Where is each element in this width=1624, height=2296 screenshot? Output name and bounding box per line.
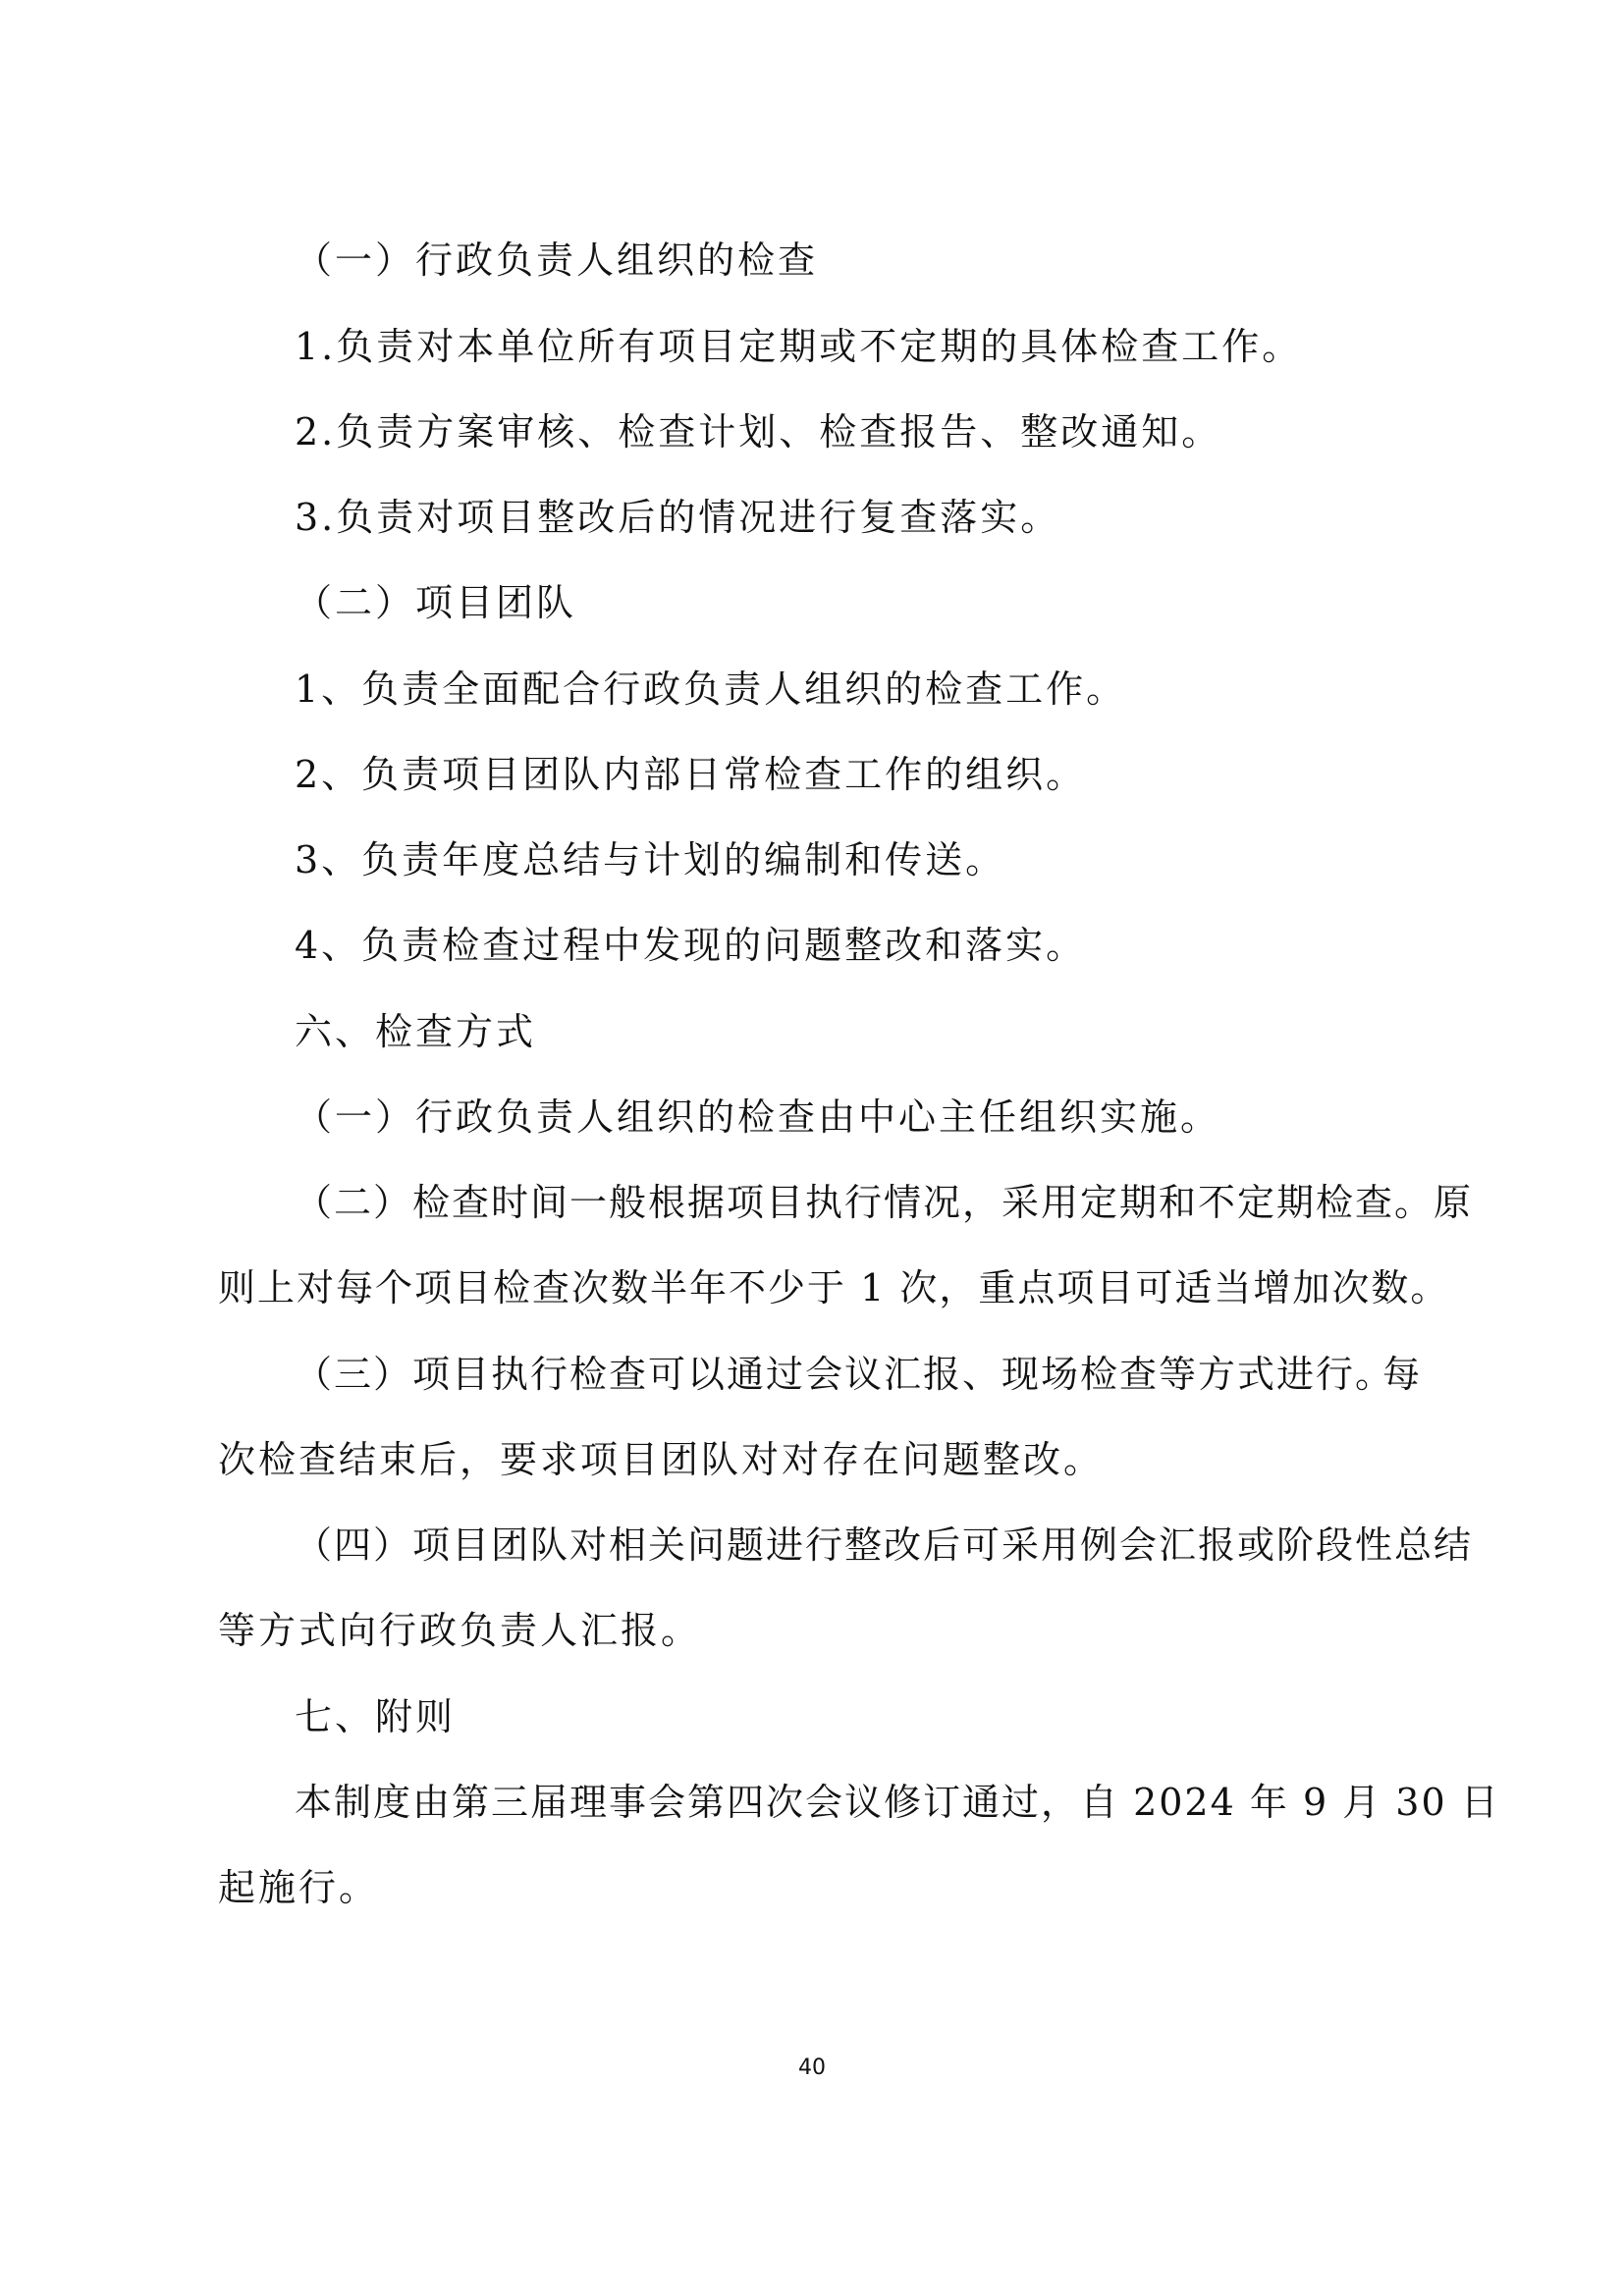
list-item: 2、负责项目团队内部日常检查工作的组织。 <box>295 753 1087 796</box>
paragraph-line: 等方式向行政负责人汇报。 <box>218 1609 702 1652</box>
list-item: 4、负责检查过程中发现的问题整改和落实。 <box>295 924 1087 967</box>
subsection-heading-project-team: （二）项目团队 <box>295 581 577 624</box>
paragraph-line: （一）行政负责人组织的检查由中心主任组织实施。 <box>295 1095 1221 1139</box>
paragraph-line: 次检查结束后，要求项目团队对对存在问题整改。 <box>218 1438 1105 1481</box>
page-number: 40 <box>798 2056 826 2080</box>
section-heading-supplementary-provisions: 七、附则 <box>295 1695 457 1738</box>
paragraph-line: 起施行。 <box>218 1866 380 1909</box>
subsection-heading-admin-inspection: （一）行政负责人组织的检查 <box>295 239 819 282</box>
paragraph-line-tail: 每 <box>1382 1353 1424 1396</box>
paragraph-line: （四）项目团队对相关问题进行整改后可采用例会汇报或阶段性总结 <box>295 1523 1474 1567</box>
paragraph-line: 则上对每个项目检查次数半年不少于 1 次，重点项目可适当增加次数。 <box>218 1266 1450 1309</box>
paragraph-line: （二）检查时间一般根据项目执行情况，采用定期和不定期检查。原 <box>295 1181 1474 1224</box>
paragraph-line: 本制度由第三届理事会第四次会议修订通过，自 2024 年 9 月 30 日 <box>295 1781 1500 1824</box>
section-heading-inspection-methods: 六、检查方式 <box>295 1010 537 1053</box>
list-item: 3、负责年度总结与计划的编制和传送。 <box>295 838 1006 881</box>
paragraph-line: （三）项目执行检查可以通过会议汇报、现场检查等方式进行。 <box>295 1353 1395 1396</box>
list-item: 3.负责对项目整改后的情况进行复查落实。 <box>295 496 1061 539</box>
list-item: 2.负责方案审核、检查计划、检查报告、整改通知。 <box>295 410 1222 454</box>
list-item: 1、负责全面配合行政负责人组织的检查工作。 <box>295 667 1127 711</box>
list-item: 1.负责对本单位所有项目定期或不定期的具体检查工作。 <box>295 325 1303 368</box>
